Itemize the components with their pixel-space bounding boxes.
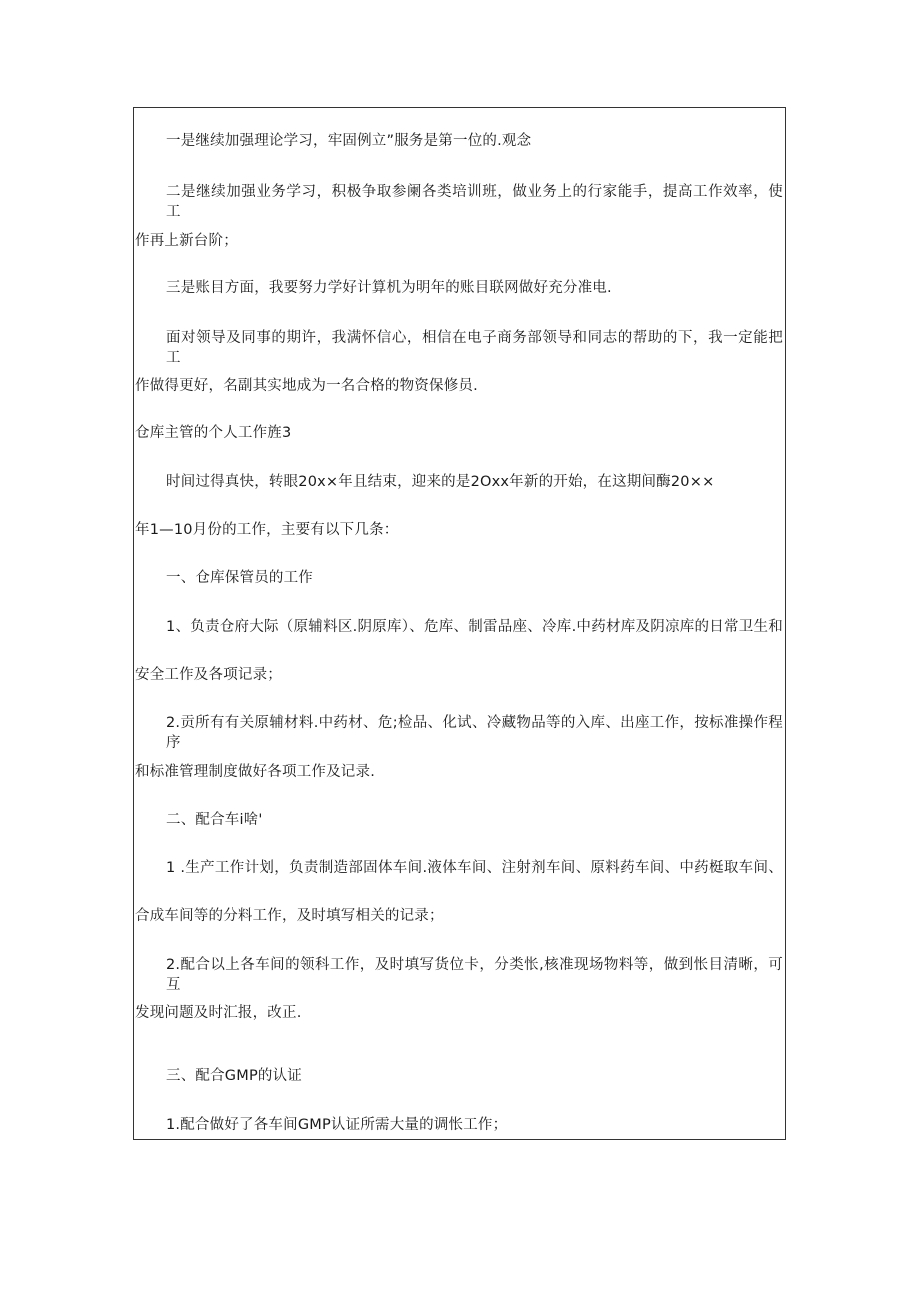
text-line: 时间过得真快，转眼20x×年且结束，迎来的是2Oxx年新的开始，在这期间酶20×× — [166, 474, 715, 490]
subsection-heading: 三、配合GMP的认证 — [166, 1068, 302, 1084]
text-line: 合成车间等的分料工作，及时填写相关的记录； — [135, 908, 444, 924]
section-title: 仓库主管的个人工作旌3 — [135, 425, 292, 441]
text-line: 安全工作及各项记录； — [135, 667, 282, 683]
text-line: 1.配合做好了各车间GMP认证所需大量的调怅工作； — [166, 1117, 508, 1133]
text-line: 1 .生产工作计划，负责制造部固体车间.液体车间、注射剂车间、原料药车间、中药梃取车间、 — [166, 860, 783, 876]
text-line: 二是继续加强业务学习，积极争取参阑各类培训班，做业务上的行家能手，提高工作效率，使工 — [166, 184, 783, 220]
text-line: 年1—10月份的工作，主要有以下几条： — [135, 522, 399, 538]
text-line: 作再上新台阶； — [135, 233, 238, 249]
text-line: 和标准管理制度做好各项工作及记录. — [135, 764, 376, 780]
text-line: 作做得更好，名副其实地成为一名合格的物资保修员. — [135, 378, 478, 394]
text-line: 三是账目方面，我要努力学好计算机为明年的账目联网做好充分准电. — [166, 280, 612, 296]
subsection-heading: 二、配合车i啥' — [166, 812, 263, 828]
text-line: 一是继续加强理论学习，牢固例立”服务是第一位的.观念 — [166, 133, 532, 149]
text-line: 2.配合以上各车间的领科工作，及时填写货位卡，分类怅,核准现场物料等，做到怅目清晰，可互 — [166, 957, 783, 993]
text-line: 2.贡所有有关原辅材料.中药材、危;检品、化试、冷藏物品等的入库、出座工作，按标准操作程序 — [166, 715, 783, 751]
subsection-heading: 一、仓库保管员的工作 — [166, 570, 313, 586]
text-line: 1、负责仓府大际（原辅料区.阴原库）、危库、制雷品座、冷库.中药材库及阴凉库的日常卫生和 — [166, 619, 783, 635]
text-line: 发现问题及时汇报，改正. — [135, 1005, 302, 1021]
text-line: 面对领导及同事的期许，我满怀信心，相信在电子商务部领导和同志的帮助的下，我一定能把工 — [166, 330, 783, 366]
